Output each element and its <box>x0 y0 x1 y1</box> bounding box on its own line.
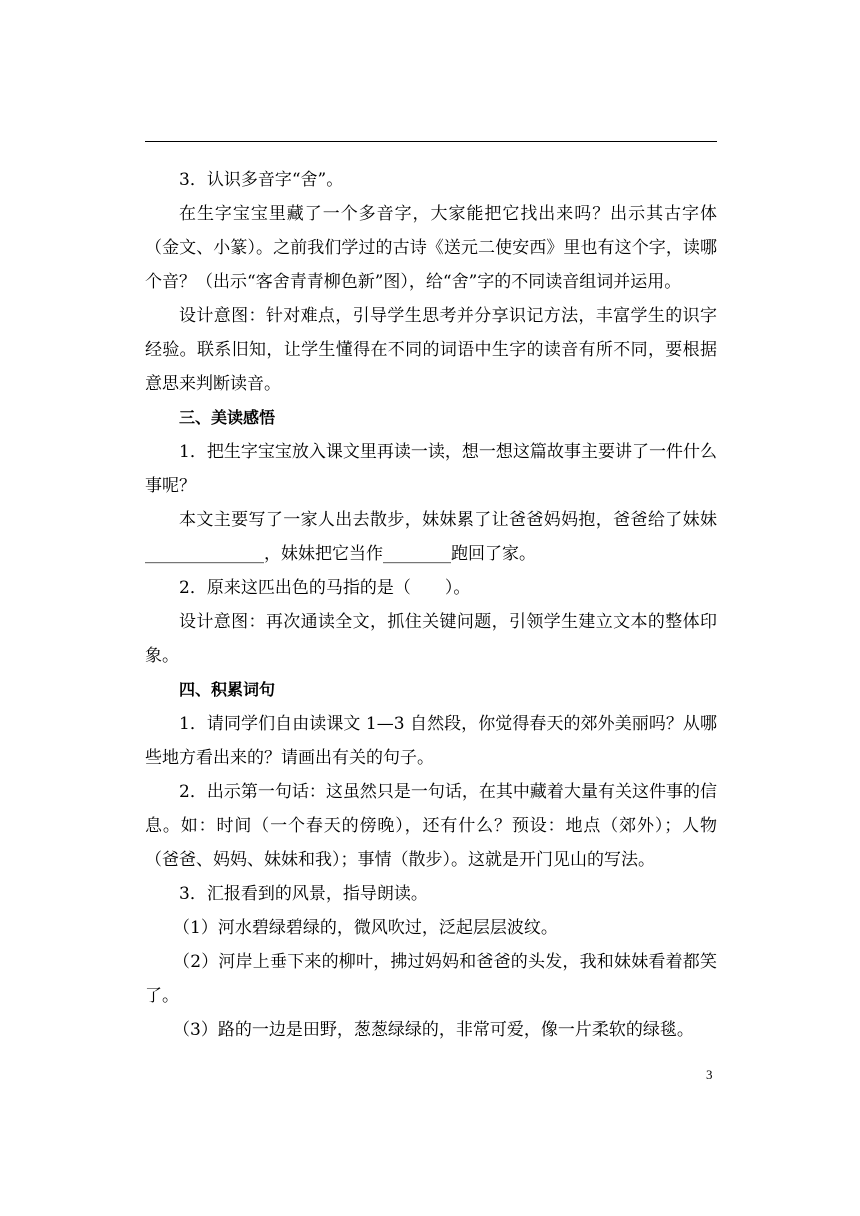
header-rule <box>145 141 717 142</box>
paragraph: 本文主要写了一家人出去散步，妹妹累了让爸爸妈妈抱，爸爸给了妹妹______________，妹妹把它当作________跑回了家。 <box>145 510 717 564</box>
sentence-item: （2）河岸上垂下来的柳叶，拂过妈妈和爸爸的头发，我和妹妹看着都笑了。 <box>145 952 717 1006</box>
sentence-item: （1）河水碧绿碧绿的，微风吹过，泛起层层波纹。 <box>173 918 558 938</box>
paragraph: 设计意图：再次通读全文，抓住关键问题，引领学生建立文本的整体印象。 <box>145 612 717 666</box>
sentence-item: （3）路的一边是田野，葱葱绿绿的，非常可爱，像一片柔软的绿毯。 <box>173 1020 694 1040</box>
paragraph: 3．认识多音字“舍”。 <box>179 170 344 190</box>
paragraph: 1．请同学们自由读课文 1—3 自然段，你觉得春天的郊外美丽吗？从哪些地方看出来的？请画出有关的句子。 <box>145 714 717 768</box>
page-number: 3 <box>706 1067 713 1082</box>
section-heading: 四、积累词句 <box>179 680 276 699</box>
paragraph: 1．把生字宝宝放入课文里再读一读，想一想这篇故事主要讲了一件什么事呢？ <box>145 442 717 496</box>
paragraph: 2．出示第一句话：这虽然只是一句话，在其中藏着大量有关这件事的信息。如：时间（一个春天的傍晚），还有什么？预设：地点（郊外）；人物（爸爸、妈妈、妹妹和我）；事情（散步）。这就是开门见山的写法。 <box>145 782 717 870</box>
paragraph: 设计意图：针对难点，引导学生思考并分享识记方法，丰富学生的识字经验。联系旧知，让学生懂得在不同的词语中生字的读音有所不同，要根据意思来判断读音。 <box>145 306 717 394</box>
section-heading: 三、美读感悟 <box>179 408 276 427</box>
paragraph: 在生字宝宝里藏了一个多音字，大家能把它找出来吗？出示其古字体（金文、小篆）。之前我们学过的古诗《送元二使安西》里也有这个字，读哪个音？（出示“客舍青青柳色新”图），给“舍”字的不同读音组词并运用。 <box>145 204 717 292</box>
paragraph: 2．原来这匹出色的马指的是（ ）。 <box>179 578 471 598</box>
paragraph: 3．汇报看到的风景，指导朗读。 <box>179 884 428 904</box>
document-body <box>145 163 717 1047</box>
